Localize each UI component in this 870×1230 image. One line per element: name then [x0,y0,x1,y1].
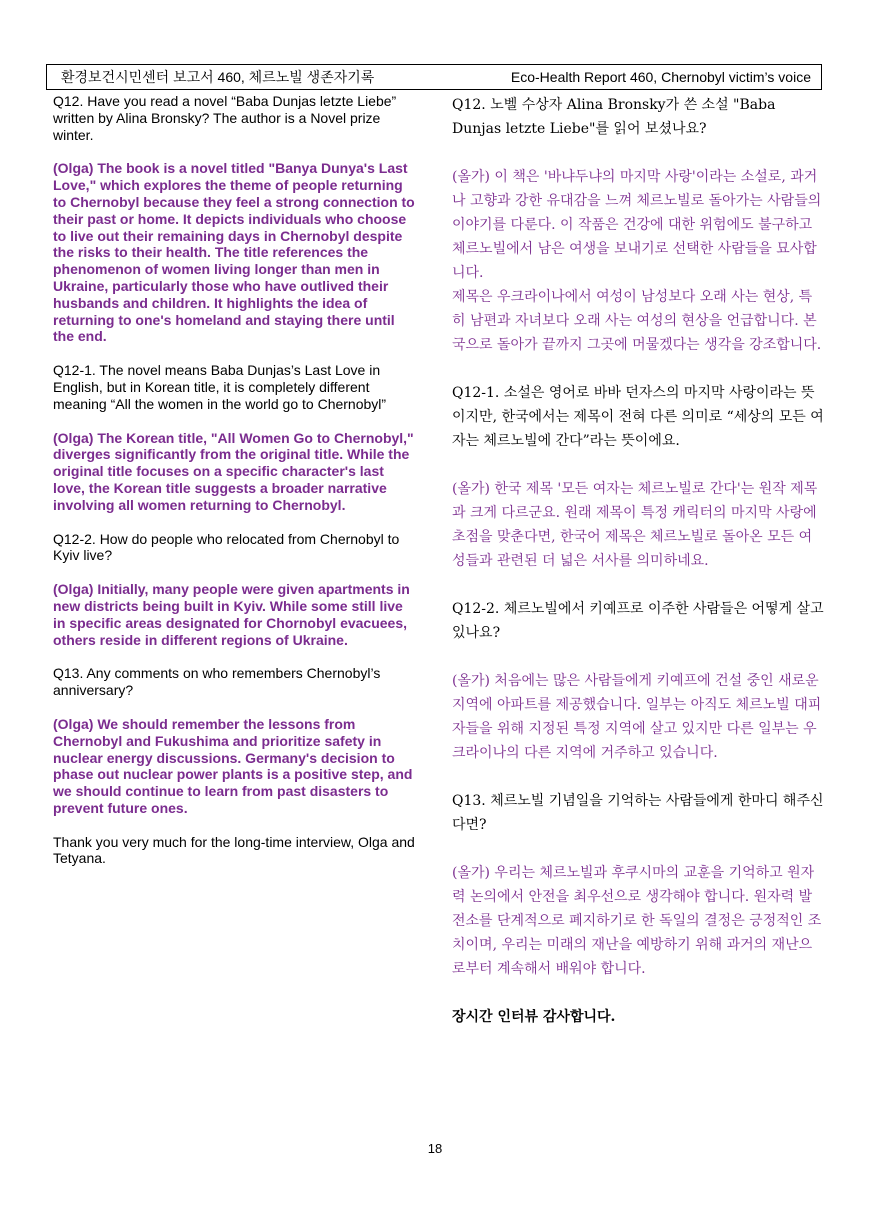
closing-ko: 장시간 인터뷰 감사합니다. [452,1009,616,1025]
page-header [46,64,822,90]
answer-q12-2-ko: (올가) 처음에는 많은 사람들에게 키예프에 건설 중인 새로운 지역에 아파트를 제공했습니다. 일부는 아직도 체르노빌 대피자들을 위해 지정된 특정 지역에 살고 있지만 다른 일부는 우크라이나의 다른 지역에 거주하고 있습니다. [452,673,822,761]
question-q12-1-ko: Q12-1. 소설은 영어로 바바 던자스의 마지막 사랑이라는 뜻이지만, 한국에서는 제목이 전혀 다른 의미로 “세상의 모든 여자는 체르노빌에 간다”라는 뜻이에요. [452,385,824,449]
korean-column [452,93,824,1053]
question-q12-2-ko: Q12-2. 체르노빌에서 키예프로 이주한 사람들은 어떻게 살고 있나요? [452,601,824,641]
answer-q13-ko: (올가) 우리는 체르노빌과 후쿠시마의 교훈을 기억하고 원자력 논의에서 안전을 최우선으로 생각해야 합니다. 원자력 발전소를 단계적으로 폐지하기로 한 독일의 결정은 긍정적인 조치이며, 우리는 미래의 재난을 예방하기 위해 과거의 재난으로부터 계속해서 배워야 합니다. [452,865,822,977]
english-column [53,93,419,884]
question-q12-1-en: Q12-1. The novel means Baba Dunjas’s Last Love in English, but in Korean title, it is completely different meaning “All the women in the world go to Chernobyl” [53,362,387,412]
answer-q12-1-en: (Olga) The Korean title, "All Women Go to Chernobyl," diverges significantly from the original title. While the original title focuses on a specific character's last love, the Korean title suggests a broader narrative involving all women returning to Chernobyl. [53,429,414,513]
answer-q12-2-en: (Olga) Initially, many people were given apartments in new districts being built in Kyiv. While some still live in specific areas designated for Chornobyl evacuees, others reside in different regions of Ukraine. [53,581,410,648]
answer-q12-ko [452,165,824,357]
question-q12-ko: Q12. 노벨 수상자 Alina Bronsky가 쓴 소설 "Baba Dunjas letzte Liebe"를 읽어 보셨나요? [452,97,776,137]
answer-q12-ko-part2: 제목은 우크라이나에서 여성이 남성보다 오래 사는 현상, 특히 남편과 자녀보다 오래 사는 여성의 현상을 언급합니다. 본국으로 돌아가 끝까지 그곳에 머물겠다는 생각을 강조합니다. [452,289,822,353]
question-q13-en: Q13. Any comments on who remembers Chernobyl’s anniversary? [53,665,381,699]
answer-q12-1-ko: (올가) 한국 제목 '모든 여자는 체르노빌로 간다'는 원작 제목과 크게 다르군요. 원래 제목이 특정 캐릭터의 마지막 사랑에 초점을 맞춘다면, 한국어 제목은 체르노빌로 돌아온 모든 여성들과 관련된 더 넓은 서사를 의미하네요. [452,481,818,569]
closing-en: Thank you very much for the long-time interview, Olga and Tetyana. [53,833,415,867]
page-number: 18 [427,1141,443,1156]
question-q12-2-en: Q12-2. How do people who relocated from Chernobyl to Kyiv live? [53,530,400,564]
answer-q12-ko-part1: (올가) 이 책은 '바냐두냐의 마지막 사랑'이라는 소설로, 과거나 고향과 강한 유대감을 느껴 체르노빌로 돌아가는 사람들의 이야기를 다룬다. 이 작품은 건강에 대한 위험에도 불구하고 체르노빌에서 남은 여생을 보내기로 선택한 사람들을 묘사합니다. [452,169,822,281]
answer-q13-en: (Olga) We should remember the lessons from Chernobyl and Fukushima and prioritize safety in nuclear energy discussions. Germany's decision to phase out nuclear power plants is a positive step, and we should continue to learn from past disasters to prevent future ones. [53,715,413,816]
answer-q12-en: (Olga) The book is a novel titled "Banya Dunya's Last Love," which explores the theme of people returning to Chernobyl because they feel a strong connection to their past or home. It depicts individuals who choose to live out their remaining days in Chernobyl despite the risks to their health. The title references the phenomenon of women living longer than men in Ukraine, particularly those who have outlived their husbands and children. It highlights the idea of returning to one's homeland and staying there until the end. [53,160,415,345]
question-q13-ko: Q13. 체르노빌 기념일을 기억하는 사람들에게 한마디 해주신다면? [452,793,824,833]
header-english-title: Eco-Health Report 460, Chernobyl victim’s voice [510,69,811,85]
question-q12-en: Q12. Have you read a novel “Baba Dunjas letzte Liebe” written by Alina Bronsky? The author is a Novel prize winter. [53,93,397,143]
header-korean-title: 환경보건시민센터 보고서 460, 체르노빌 생존자기록 [61,69,375,85]
